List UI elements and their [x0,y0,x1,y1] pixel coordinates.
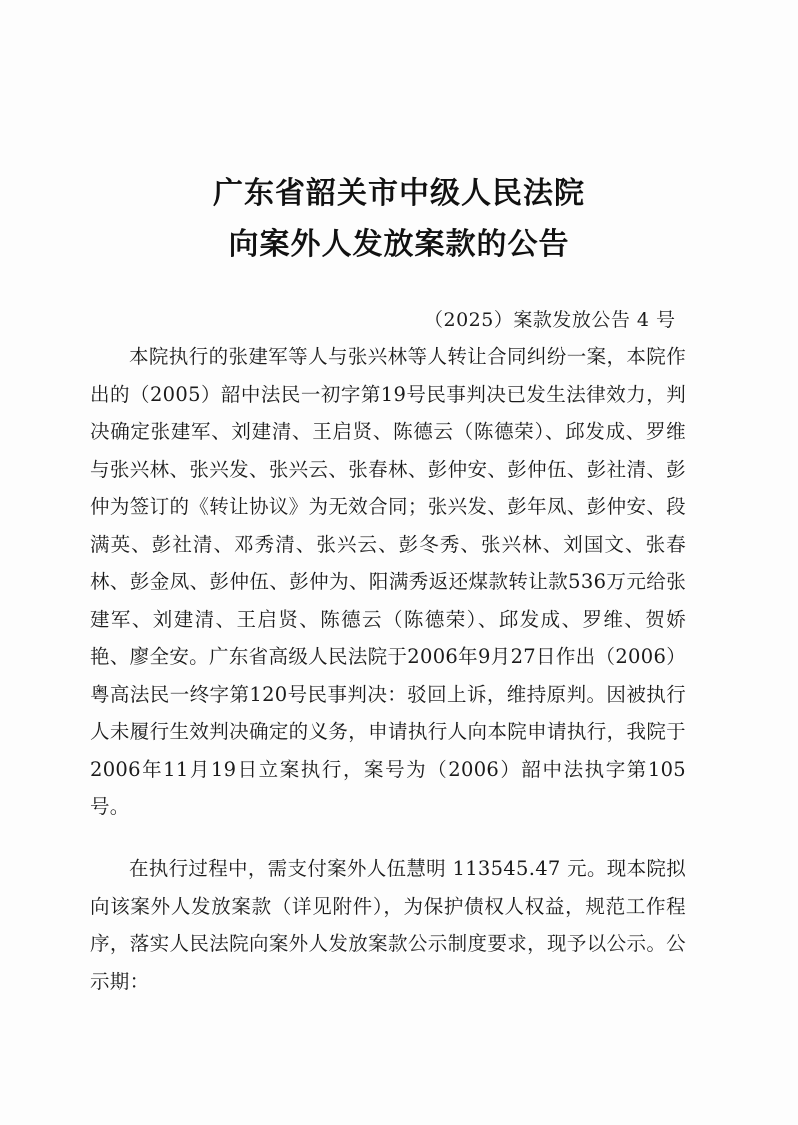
case-number: （2025）案款发放公告 4 号 [424,309,676,331]
body-paragraph-1: 本院执行的张建军等人与张兴林等人转让合同纠纷一案，本院作出的（2005）韶中法民一初字第19号民事判决已发生法律效力，判决确定张建军、刘建清、王启贤、陈德云（陈德荣）、邱发成、罗维与张兴林、张兴发、张兴云、张春林、彭仲安、彭仲伍、彭社清、彭仲为签订的《转让协议》为无效合同；张兴发、彭年凤、彭仲安、段满英、彭社清、邓秀清、张兴云、彭冬秀、张兴林、刘国文、张春林、彭金凤、彭仲伍、彭仲为、阳满秀返还煤款转让款536万元给张建军、刘建清、王启贤、陈德云（陈德荣）、邱发成、罗维、贺娇艳、廖全安。广东省高级人民法院于2006年9月27日作出（2006）粤高法民一终字第120号民事判决：驳回上诉，维持原判。因被执行人未履行生效判决确定的义务，申请执行人向本院申请执行，我院于2006年11月19日立案执行，案号为（2006）韶中法执字第105号。 [90,345,686,818]
body-paragraph-2: 在执行过程中，需支付案外人伍慧明 113545.47 元。现本院拟向该案外人发放案款（详见附件），为保护债权人权益，规范工作程序，落实人民法院向案外人发放案款公示制度要求，现予以公示。公示期： [90,857,686,993]
document-title-line-1: 广东省韶关市中级人民法院 [213,176,585,211]
document-title-line-2: 向案外人发放案款的公告 [228,227,570,262]
